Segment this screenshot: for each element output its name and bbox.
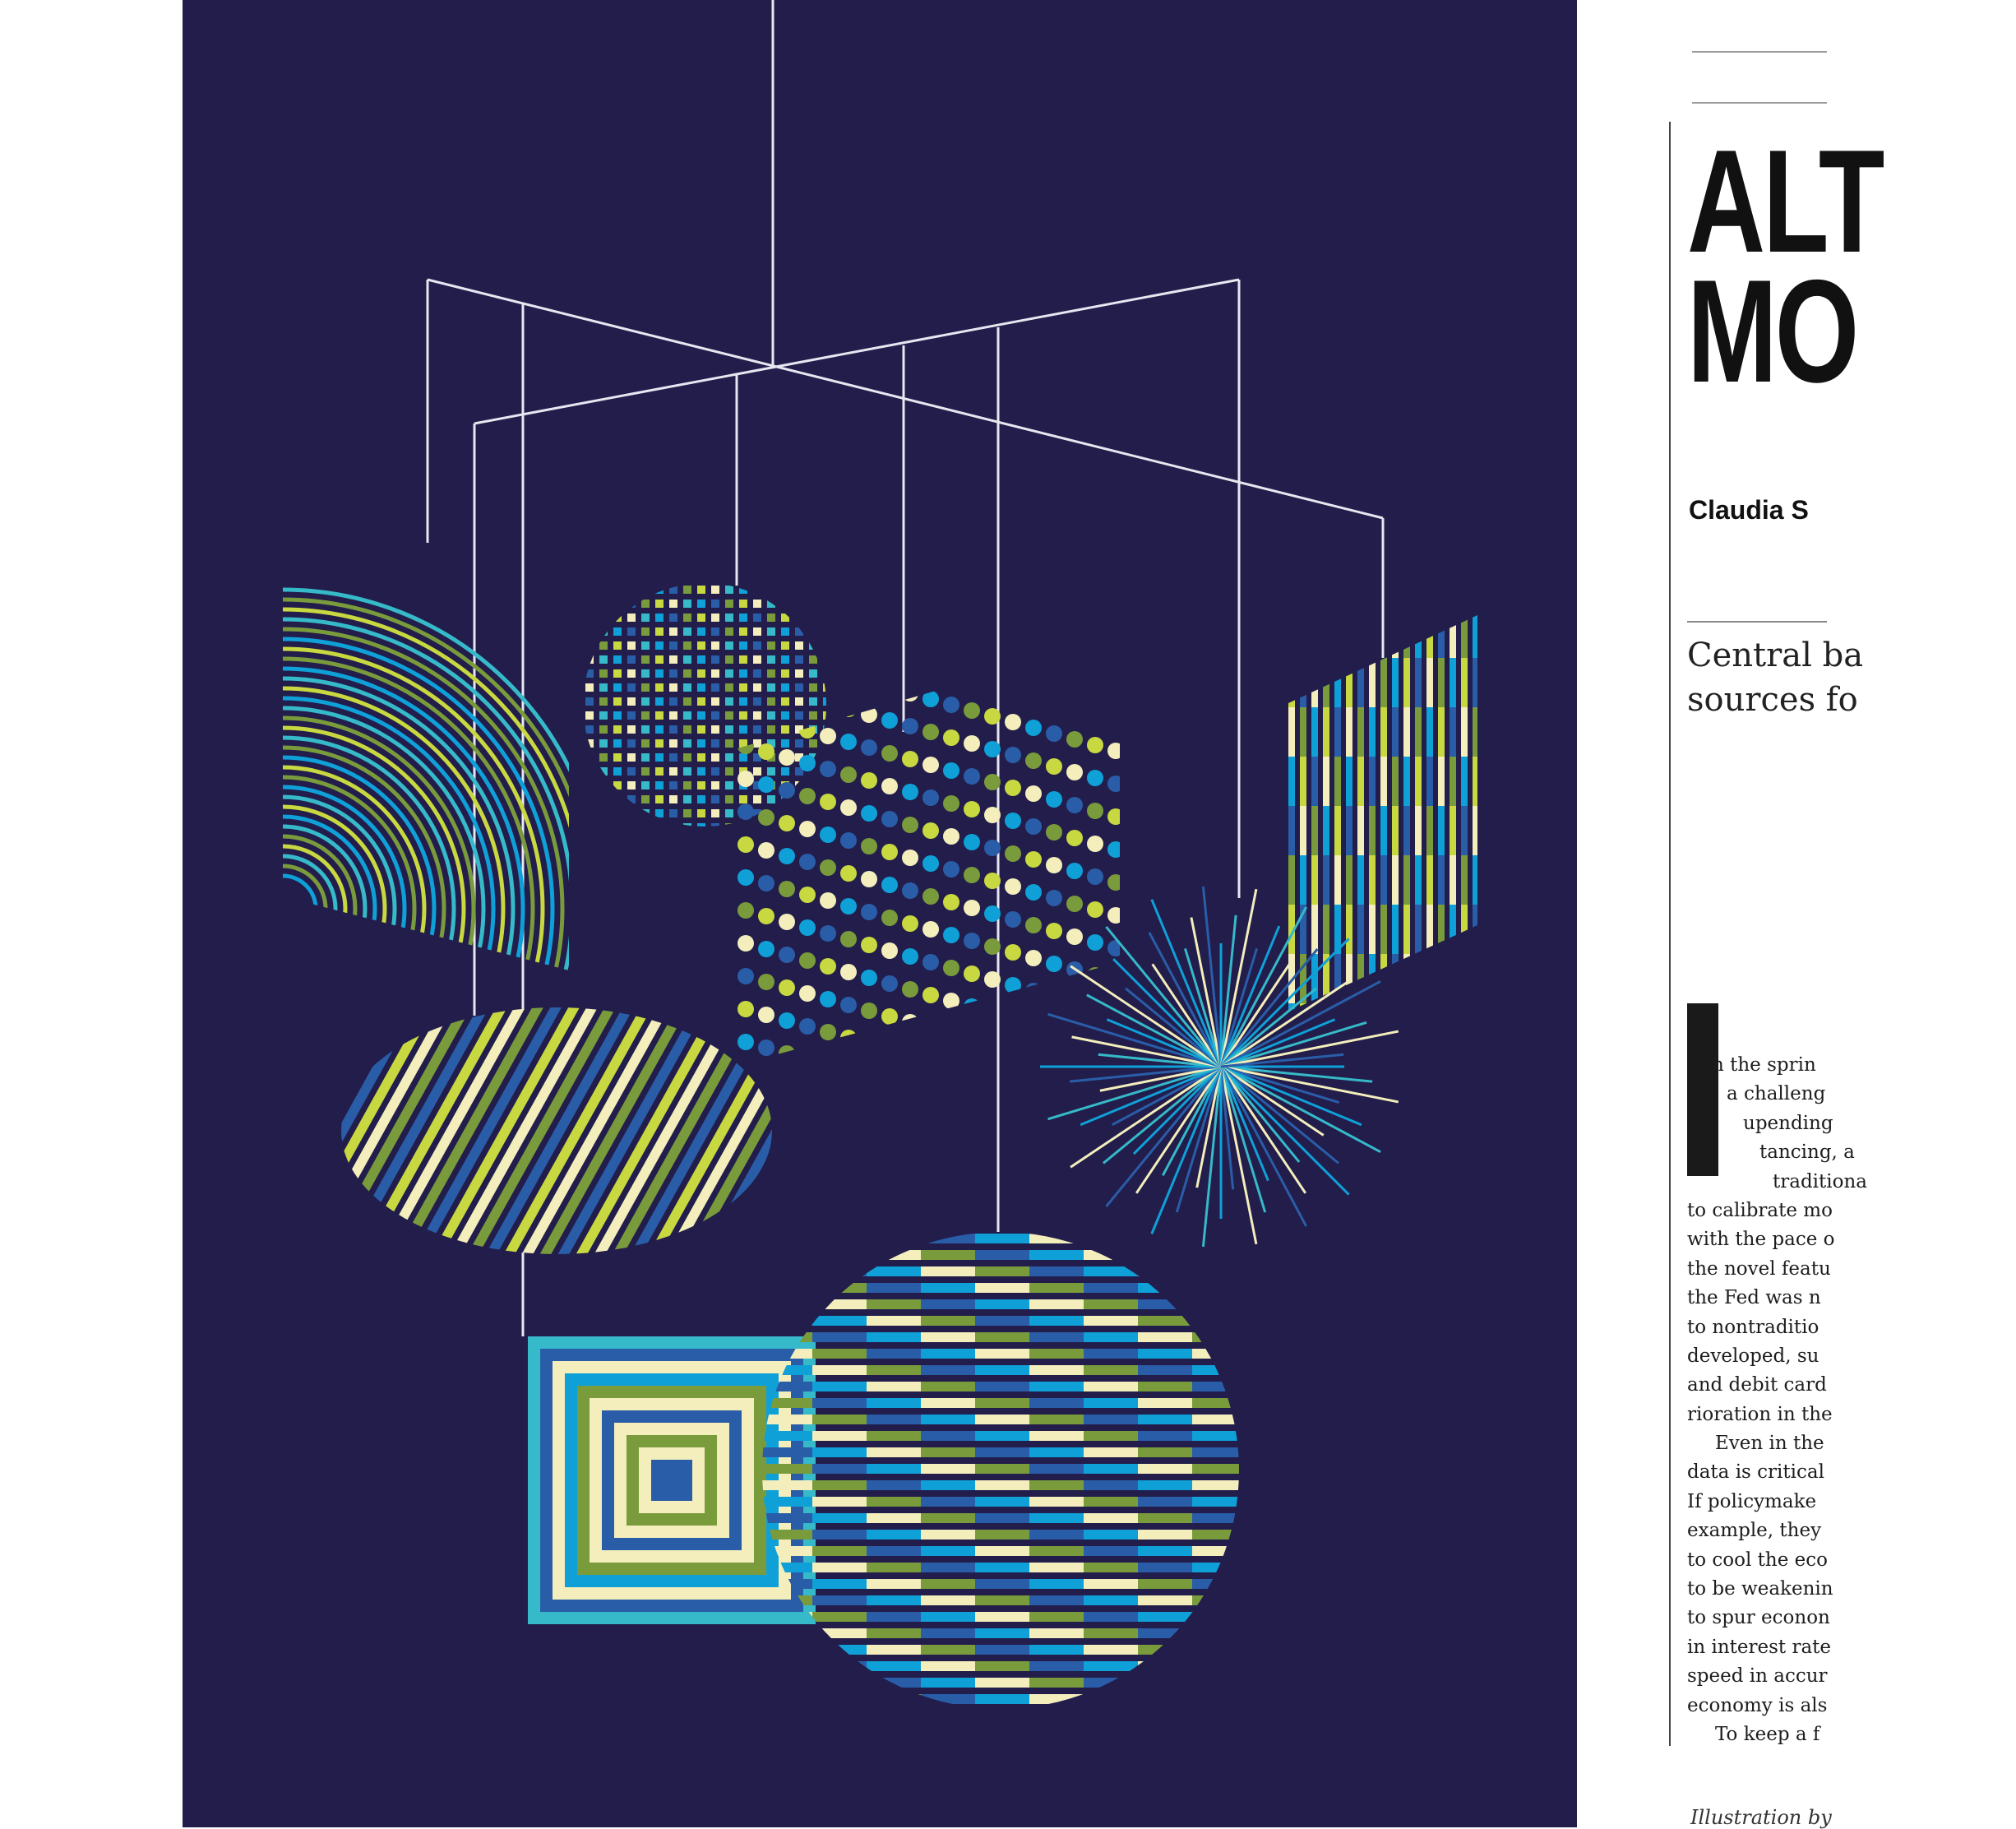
second-rule <box>1692 102 1827 104</box>
top-rule <box>1692 51 1827 53</box>
body-line: To keep a f <box>1715 1723 1820 1745</box>
body-line: to nontraditio <box>1687 1316 1819 1338</box>
body-line: Even in the <box>1715 1433 1824 1455</box>
body-line: example, they <box>1687 1520 1822 1542</box>
body-line: a challeng <box>1727 1083 1826 1105</box>
grid-circle-shape <box>585 586 831 831</box>
body-line: to spur econon <box>1687 1607 1830 1629</box>
body-line: If policymake <box>1687 1490 1817 1512</box>
title-line-2: MO <box>1687 249 1857 413</box>
body-line: and debit card <box>1687 1374 1827 1396</box>
deck-line-2: sources fo <box>1687 681 1858 719</box>
body-line: speed in accur <box>1687 1665 1828 1688</box>
vertical-stripe-shape <box>1288 609 1479 1053</box>
body-line: to calibrate mo <box>1687 1199 1833 1221</box>
deck-rule <box>1687 621 1827 623</box>
body-line: n the sprin <box>1712 1054 1816 1076</box>
title-line-1: ALT <box>1687 119 1883 283</box>
body-line: economy is als <box>1687 1694 1828 1716</box>
deck-line-1: Central ba <box>1687 637 1864 674</box>
dotted-parallelogram-shape <box>717 633 1124 1253</box>
article-deck <box>1687 633 2016 722</box>
body-line: to be weakenin <box>1687 1578 1833 1600</box>
striped-circle-shape <box>758 1234 1246 1704</box>
author-byline: Claudia S <box>1689 495 1809 525</box>
body-line: developed, su <box>1687 1345 1819 1367</box>
illustration-credit: Illustration by <box>1690 1806 1832 1829</box>
body-line: the Fed was n <box>1687 1287 1821 1309</box>
body-line: data is critical <box>1687 1461 1824 1484</box>
body-line: to cool the eco <box>1687 1549 1828 1571</box>
body-line: in interest rate <box>1687 1636 1832 1658</box>
column-divider <box>1669 122 1671 1746</box>
body-line: rioration in the <box>1687 1403 1833 1425</box>
article-body <box>1687 1051 1867 1749</box>
mobile-illustration <box>183 0 1577 1827</box>
body-line: the novel featu <box>1687 1257 1831 1280</box>
body-line: tancing, a <box>1759 1141 1855 1164</box>
article-title <box>1687 119 1883 413</box>
mobile-artwork <box>183 0 1577 1827</box>
body-line: with the pace o <box>1687 1229 1835 1251</box>
body-line: upending <box>1743 1112 1833 1134</box>
body-line: traditiona <box>1773 1170 1867 1192</box>
